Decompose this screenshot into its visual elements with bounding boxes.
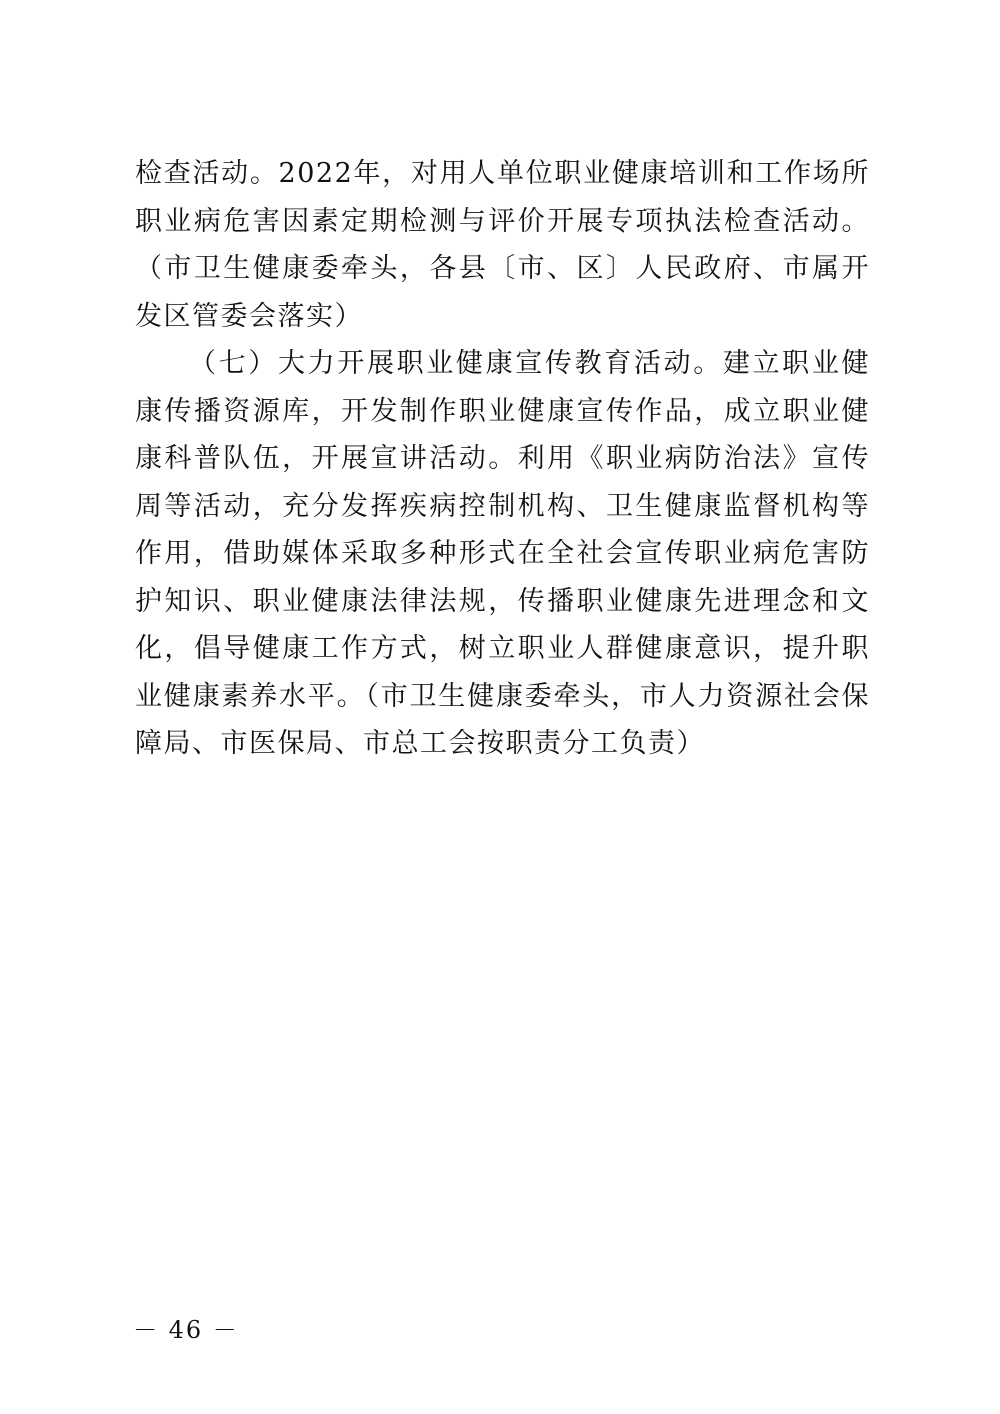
paragraph-publicity-education: （七）大力开展职业健康宣传教育活动。建立职业健康传播资源库，开发制作职业健康宣传作品，成立职业健康科普队伍，开展宣讲活动。利用《职业病防治法》宣传周等活动，充分发挥疾病控制机构、卫生健康监督机构等作用，借助媒体采取多种形式在全社会宣传职业病危害防护知识、职业健康法律法规，传播职业健康先进理念和文化，倡导健康工作方式，树立职业人群健康意识，提升职业健康素养水平。（市卫生健康委牵头，市人力资源社会保障局、市医保局、市总工会按职责分工负责） xyxy=(135,348,870,759)
paragraph-continuation: 检查活动。2022年，对用人单位职业健康培训和工作场所职业病危害因素定期检测与评价开展专项执法检查活动。（市卫生健康委牵头，各县〔市、区〕人民政府、市属开发区管委会落实） xyxy=(135,158,870,332)
body-text xyxy=(135,150,870,768)
page-number: － 46 － xyxy=(133,1316,239,1344)
